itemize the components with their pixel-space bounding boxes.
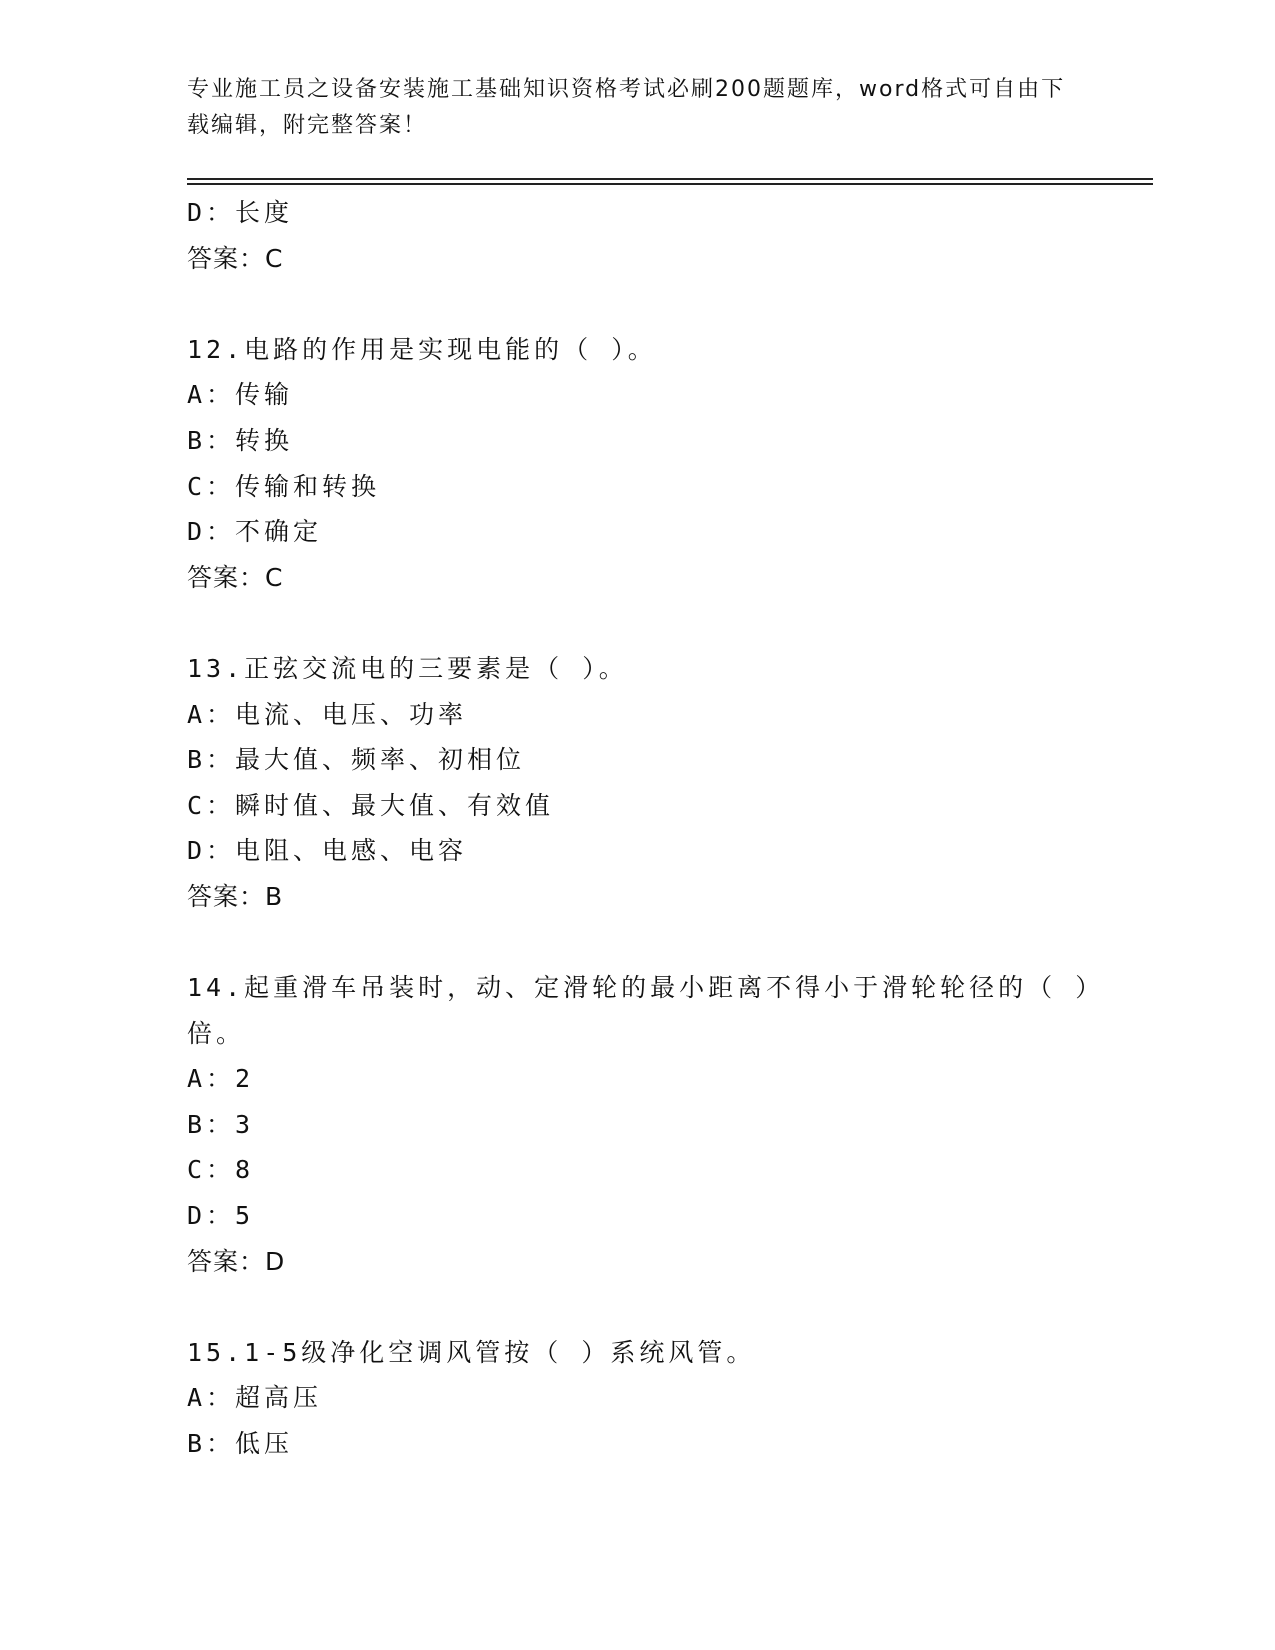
- option-b: B：最大值、频率、初相位: [187, 745, 526, 775]
- question-12: [187, 327, 1107, 601]
- option-c: C：8: [187, 1155, 255, 1185]
- option-d: D：长度: [187, 198, 294, 227]
- option-b: B：3: [187, 1109, 255, 1139]
- document-title: 专业施工员之设备安装施工基础知识资格考试必刷200题题库，word格式可自由下载编辑，附完整答案！: [187, 77, 1066, 138]
- option-d: D：电阻、电感、电容: [187, 836, 468, 866]
- question-15: [187, 1330, 1107, 1467]
- document-header: [187, 72, 1087, 144]
- header-rule-top: [187, 178, 1153, 180]
- header-rule-bottom: [187, 183, 1153, 185]
- question-stem: 13.正弦交流电的三要素是（ ）。: [187, 653, 628, 683]
- option-b: B：低压: [187, 1429, 294, 1459]
- question-14: [187, 965, 1107, 1284]
- spacer: [187, 920, 1107, 966]
- spacer: [187, 600, 1107, 646]
- question-stem: 15.1-5级净化空调风管按（ ）系统风管。: [187, 1337, 756, 1367]
- question-stem: 12.电路的作用是实现电能的（ ）。: [187, 334, 657, 364]
- option-a: A：电流、电压、功率: [187, 699, 468, 729]
- option-d: D：5: [187, 1201, 255, 1231]
- option-d: D：不确定: [187, 517, 323, 547]
- answer: 答案：D: [187, 1246, 286, 1276]
- question-stem: 14.起重滑车吊装时，动、定滑轮的最小距离不得小于滑轮轮径的（ ）倍。: [187, 973, 1105, 1048]
- question-13: [187, 646, 1107, 920]
- option-a: A：超高压: [187, 1383, 323, 1413]
- option-a: A：2: [187, 1064, 255, 1094]
- answer: 答案：B: [187, 881, 284, 911]
- option-b: B：转换: [187, 425, 294, 455]
- answer: 答案：C: [187, 243, 284, 273]
- spacer: [187, 281, 1107, 327]
- spacer: [187, 1284, 1107, 1330]
- option-c: C：瞬时值、最大值、有效值: [187, 790, 555, 820]
- option-c: C：传输和转换: [187, 471, 381, 501]
- question-list: [187, 190, 1107, 1467]
- answer: 答案：C: [187, 562, 284, 592]
- option-a: A：传输: [187, 380, 294, 410]
